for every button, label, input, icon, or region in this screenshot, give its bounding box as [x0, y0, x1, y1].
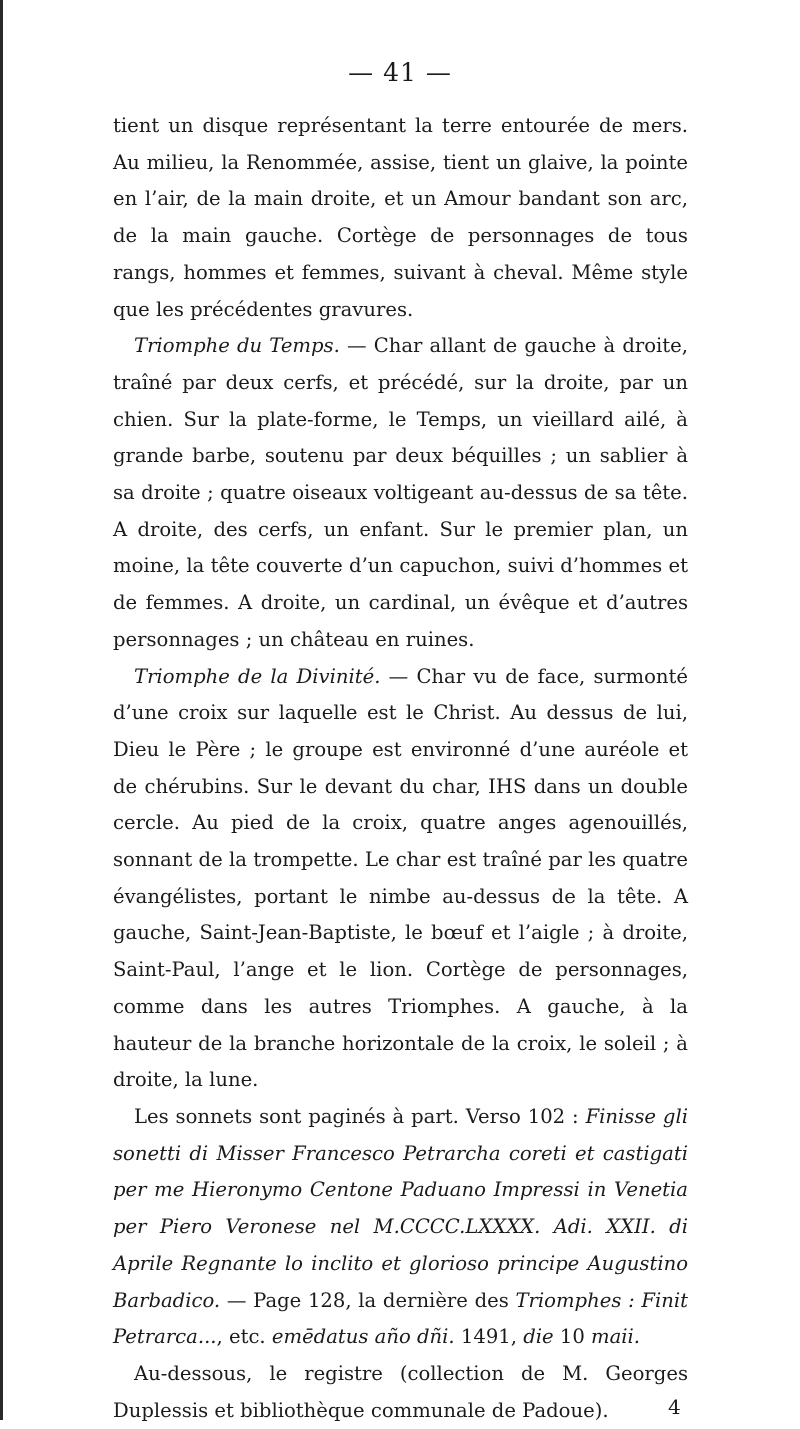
- maii-word: maii.: [591, 1325, 641, 1349]
- paragraph-sonnets-colophon: [113, 1099, 688, 1356]
- paragraph-3-text: — Char vu de face, surmonté d’une croix sur laquelle est le Christ. Au dessus de lui, Dieu le Père ; le groupe est environné d’une auréole et de chérubins. Sur le devant du char, IHS dans un double cercle. Au pied de la croix, quatre anges agenouillés, sonnant de la trompette. Le char est traîné par les quatre évangélistes, portant le nimbe au-dessus de la tête. A gauche, Saint-Jean-Baptiste, le bœuf et l’aigle ; à droite, Saint-Paul, l’ange et le lion. Cortège de personnages, comme dans les autres Triomphes. A gauche, à la hauteur de la branche horizontale de la croix, le soleil ; à droite, la lune.: [113, 664, 688, 1092]
- paragraph-1-text: tient un disque représentant la terre entourée de mers. Au milieu, la Renommée, assise, tient un glaive, la pointe en l’air, de la main droite, et un Amour bandant son arc, de la main gauche. Cortège de personnages de tous rangs, hommes et femmes, suivant à cheval. Même style que les précédentes gravures.: [113, 114, 688, 321]
- heading-triomphe-de-la-divinite: Triomphe de la Divinité.: [134, 664, 381, 688]
- page-edge-shadow: [0, 0, 3, 1420]
- colophon-quote: Finisse gli sonetti di Misser Francesco Petrarcha coreti et castigati per me Hieronymo Centone Paduano Impressi in Venetia per Piero Veronese nel M.CCCC.LXXXX. Adi. XXII. di Aprile Regnante lo inclito et glorioso principe Augustino Barbadico.: [113, 1104, 688, 1312]
- paragraph-5-text: Au-dessous, le registre (collection de M. Georges Duplessis et bibliothèque communale de Padoue).: [113, 1361, 688, 1422]
- finit-petrarca-quote: Triomphes : Finit Petrarca...: [113, 1288, 688, 1349]
- etc-text: , etc.: [216, 1325, 272, 1349]
- heading-triomphe-du-temps: Triomphe du Temps.: [134, 334, 340, 358]
- paragraph-registre: [113, 1356, 688, 1429]
- paragraph-2-text: — Char allant de gauche à droite, traîné par deux cerfs, et précédé, sur la droite, par un chien. Sur la plate-forme, le Temps, un vieillard ailé, à grande barbe, soutenu par deux béquilles ; un sablier à sa droite ; quatre oiseaux voltigeant au-dessus de sa tête. A droite, des cerfs, un enfant. Sur le premier plan, un moine, la tête couverte d’un capuchon, suivi d’hommes et de femmes. A droite, un cardinal, un évêque et d’autres personnages ; un château en ruines.: [113, 334, 688, 651]
- year-text: 1491,: [454, 1325, 524, 1349]
- day-number: 10: [553, 1325, 592, 1349]
- die-word: die: [523, 1325, 554, 1349]
- paragraph-triomphe-du-temps: [113, 328, 688, 658]
- sonnets-intro: Les sonnets sont paginés à part. Verso 102 :: [134, 1104, 586, 1128]
- body-text: [113, 108, 688, 1429]
- signature-mark: 4: [668, 1395, 681, 1419]
- page-128-text: — Page 128, la dernière des: [220, 1288, 516, 1312]
- paragraph-continuation: [113, 108, 688, 328]
- page-number: — 41 —: [348, 58, 452, 87]
- paragraph-triomphe-de-la-divinite: [113, 659, 688, 1099]
- emendatus-quote: emēdatus año dñi.: [271, 1325, 455, 1349]
